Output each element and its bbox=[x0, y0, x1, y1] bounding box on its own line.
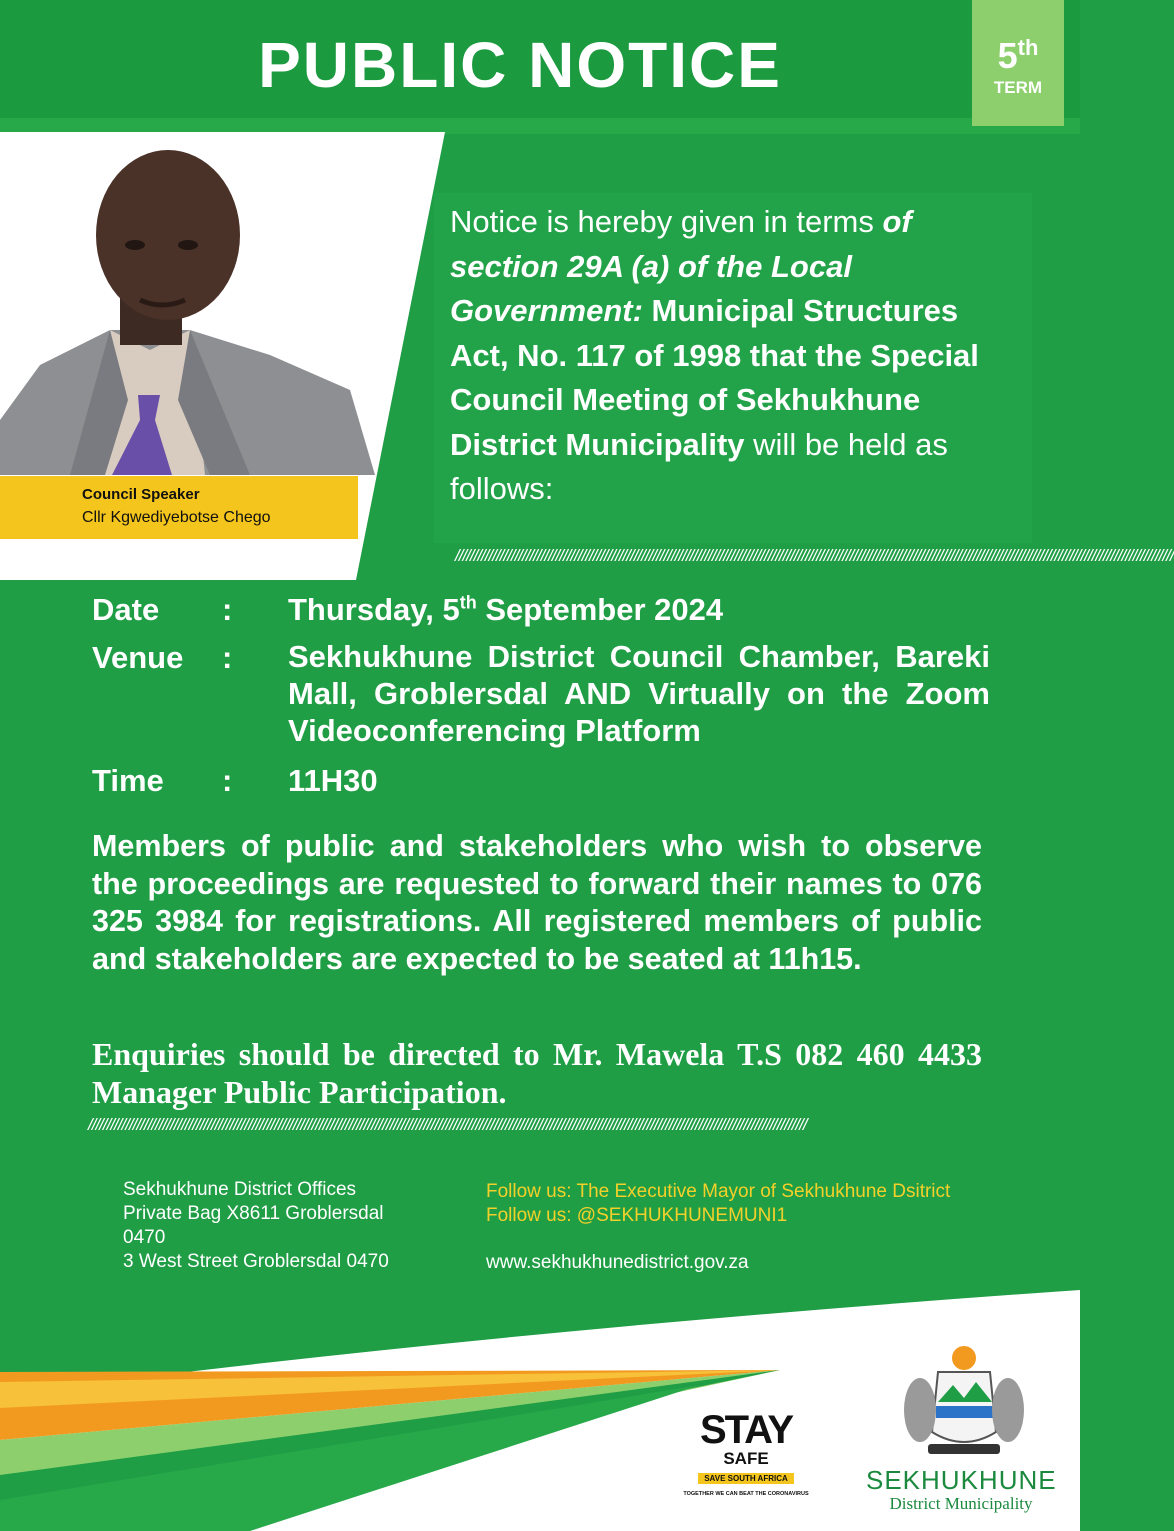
time-label: Time bbox=[92, 763, 164, 798]
venue-colon: : bbox=[222, 640, 233, 675]
stay-safe-logo bbox=[672, 1410, 820, 1497]
address-line: Sekhukhune District Offices bbox=[123, 1179, 357, 1200]
follow-line: Follow us: @SEKHUKHUNEMUNI1 bbox=[486, 1205, 788, 1226]
stay-word: STAY bbox=[699, 1408, 793, 1452]
notice-closing: will be held as follows: bbox=[450, 426, 948, 506]
notice-act-rest: Municipal Structures Act, No. 117 of 1998 that the Special Council Meeting of Sekhukhune District Municipality bbox=[450, 293, 979, 462]
safe-word: SAFE bbox=[723, 1449, 769, 1468]
office-address bbox=[123, 1178, 389, 1274]
stay-safe-tagline: TOGETHER WE CAN BEAT THE CORONAVIRUS bbox=[683, 1491, 809, 1497]
notice-intro: Notice is hereby given in terms bbox=[450, 204, 883, 239]
header-band bbox=[0, 118, 1080, 134]
stay-safe-ribbon: SAVE SOUTH AFRICA bbox=[698, 1473, 794, 1484]
divider: ///////////////////////////////////////////////////////////////////////////////////////////////////////////////////////////////////////////////////////////////////////////////////////////////// bbox=[88, 1115, 807, 1134]
time-colon: : bbox=[222, 763, 233, 798]
address-line: 0470 bbox=[123, 1227, 166, 1248]
speaker-photo bbox=[0, 140, 375, 475]
date-colon: : bbox=[222, 592, 233, 627]
time-value: 11H30 bbox=[288, 763, 378, 798]
speaker-name: Cllr Kgwediyebotse Chego bbox=[82, 509, 271, 526]
notice-text bbox=[450, 200, 1020, 512]
date-value: Thursday, 5th September 2024 bbox=[288, 592, 724, 627]
enquiries-paragraph: Enquiries should be directed to Mr. Mawela T.S 082 460 4433 Manager Public Participation. bbox=[92, 1036, 982, 1110]
members-paragraph: Members of public and stakeholders who wish to observe the proceedings are requested to forward their names to 076 325 3984 for registrations. All registered members of public and stakeholders are expected to be seated at 11h15. bbox=[92, 829, 982, 976]
municipality-subtitle: District Municipality bbox=[889, 1494, 1033, 1513]
website-link[interactable]: www.sekhukhunedistrict.gov.za bbox=[486, 1252, 749, 1273]
notice-act-reference: of section 29A (a) of the Local Government: bbox=[450, 204, 912, 328]
venue-label: Venue bbox=[92, 640, 184, 675]
address-line: 3 West Street Groblersdal 0470 bbox=[123, 1251, 389, 1272]
social-follow bbox=[486, 1180, 950, 1228]
date-label: Date bbox=[92, 592, 160, 627]
follow-line: Follow us: The Executive Mayor of Sekhukhune Dsitrict bbox=[486, 1181, 951, 1202]
divider: ///////////////////////////////////////////////////////////////////////////////////////////////////////////////////////////////////////////////////////////////////////////////////////////////// bbox=[455, 546, 1174, 565]
address-line: Private Bag X8611 Groblersdal bbox=[123, 1203, 384, 1224]
term-badge bbox=[972, 0, 1064, 126]
municipality-name: SEKHUKHUNE bbox=[866, 1465, 1057, 1495]
term-number: 5th bbox=[997, 35, 1039, 76]
page-title: PUBLIC NOTICE bbox=[258, 29, 782, 101]
municipality-crest-icon bbox=[898, 1340, 1030, 1470]
term-label: TERM bbox=[993, 78, 1043, 97]
speaker-title: Council Speaker bbox=[82, 486, 200, 503]
venue-value: Sekhukhune District Council Chamber, Bareki Mall, Groblersdal AND Virtually on the Zoom Videoconferencing Platform bbox=[288, 639, 990, 748]
